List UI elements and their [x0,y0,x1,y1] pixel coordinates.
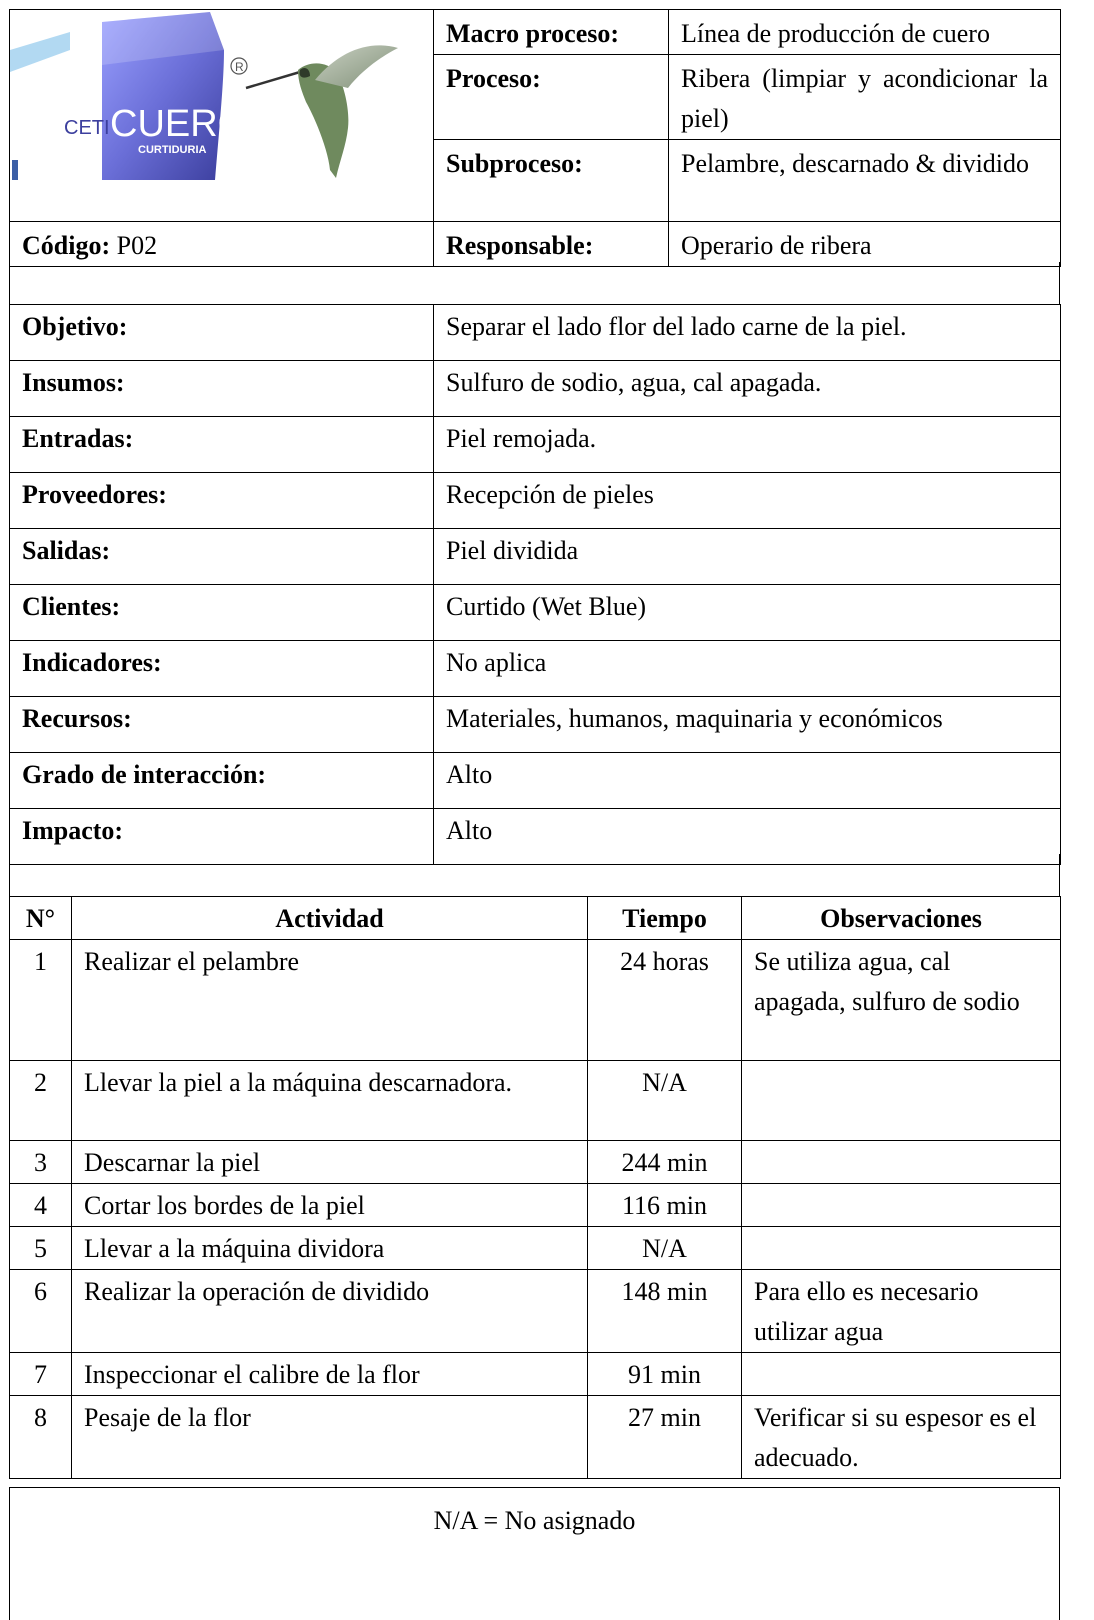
info-value: Materiales, humanos, maquinaria y económicos [434,697,1061,753]
codigo-label: Código: [22,231,111,260]
info-row [10,473,1061,529]
macro-value: Línea de producción de cuero [669,10,1061,55]
activity-time: 91 min [588,1353,742,1396]
activity-obs [742,1353,1061,1396]
logo-main: CUERO [110,103,248,145]
activity-row [10,1353,1061,1396]
info-row [10,305,1061,361]
col-activity: Actividad [72,897,588,940]
activity-obs: Para ello es necesario utilizar agua [742,1270,1061,1353]
activity-num: 2 [10,1061,72,1141]
activity-time: 148 min [588,1270,742,1353]
activity-obs [742,1061,1061,1141]
process-sheet [9,9,1060,1619]
info-value: Alto [434,753,1061,809]
activity-row [10,1227,1061,1270]
activity-row [10,1270,1061,1353]
spacer-row [9,262,1060,304]
info-label: Impacto: [10,809,434,865]
activity-num: 8 [10,1396,72,1479]
logo-sub: CURTIDURIA [138,144,207,156]
activity-num: 5 [10,1227,72,1270]
responsable-label: Responsable: [434,222,669,267]
activity-num: 6 [10,1270,72,1353]
col-time: Tiempo [588,897,742,940]
info-row [10,641,1061,697]
info-value: Separar el lado flor del lado carne de la piel. [434,305,1061,361]
logo-prefix: CETI [64,117,110,139]
activities-table [9,896,1061,1479]
info-label: Indicadores: [10,641,434,697]
col-num: N° [10,897,72,940]
info-row [10,753,1061,809]
activity-text: Llevar la piel a la máquina descarnadora. [72,1061,588,1141]
activity-num: 1 [10,940,72,1061]
info-table [9,304,1061,865]
col-obs: Observaciones [742,897,1061,940]
codigo-cell [10,222,434,267]
activity-time: 244 min [588,1141,742,1184]
subproceso-label: Subproceso: [434,140,669,222]
activity-row [10,940,1061,1061]
proceso-label: Proceso: [434,55,669,140]
macro-label: Macro proceso: [434,10,669,55]
info-row [10,529,1061,585]
info-label: Insumos: [10,361,434,417]
info-label: Clientes: [10,585,434,641]
info-value: Alto [434,809,1061,865]
activity-text: Cortar los bordes de la piel [72,1184,588,1227]
info-value: Curtido (Wet Blue) [434,585,1061,641]
activity-obs [742,1184,1061,1227]
activity-time: N/A [588,1227,742,1270]
activity-num: 3 [10,1141,72,1184]
activity-text: Realizar la operación de dividido [72,1270,588,1353]
responsable-value: Operario de ribera [669,222,1061,267]
activity-text: Llevar a la máquina dividora [72,1227,588,1270]
activity-text: Inspeccionar el calibre de la flor [72,1353,588,1396]
activity-time: 116 min [588,1184,742,1227]
activity-text: Descarnar la piel [72,1141,588,1184]
info-row [10,697,1061,753]
info-label: Proveedores: [10,473,434,529]
activity-obs: Verificar si su espesor es el adecuado. [742,1396,1061,1479]
info-label: Salidas: [10,529,434,585]
info-value: Piel remojada. [434,417,1061,473]
info-row [10,585,1061,641]
activity-num: 4 [10,1184,72,1227]
activity-obs: Se utiliza agua, cal apagada, sulfuro de sodio [742,940,1061,1061]
activity-obs [742,1141,1061,1184]
footer-note-text: N/A = No asignado [433,1506,636,1535]
activity-row [10,1396,1061,1479]
svg-text:R: R [235,60,244,74]
info-label: Entradas: [10,417,434,473]
codigo-value: P02 [116,231,158,260]
info-label: Grado de interacción: [10,753,434,809]
activity-text: Realizar el pelambre [72,940,588,1061]
company-logo [10,10,430,210]
info-value: No aplica [434,641,1061,697]
spacer-row-2 [9,854,1060,896]
info-row [10,417,1061,473]
activity-row [10,1184,1061,1227]
info-value: Recepción de pieles [434,473,1061,529]
activity-text: Pesaje de la flor [72,1396,588,1479]
footer-note [9,1487,1060,1620]
header-table [9,9,1061,267]
activity-time: N/A [588,1061,742,1141]
info-value: Piel dividida [434,529,1061,585]
info-label: Objetivo: [10,305,434,361]
activity-row [10,1141,1061,1184]
activity-time: 27 min [588,1396,742,1479]
info-row [10,361,1061,417]
info-label: Recursos: [10,697,434,753]
activity-num: 7 [10,1353,72,1396]
activity-obs [742,1227,1061,1270]
activity-time: 24 horas [588,940,742,1061]
logo-cell [10,10,434,222]
info-value: Sulfuro de sodio, agua, cal apagada. [434,361,1061,417]
proceso-value: Ribera (limpiar y acondicionar la piel) [669,55,1061,140]
activity-row [10,1061,1061,1141]
subproceso-value: Pelambre, descarnado & dividido [669,140,1061,222]
